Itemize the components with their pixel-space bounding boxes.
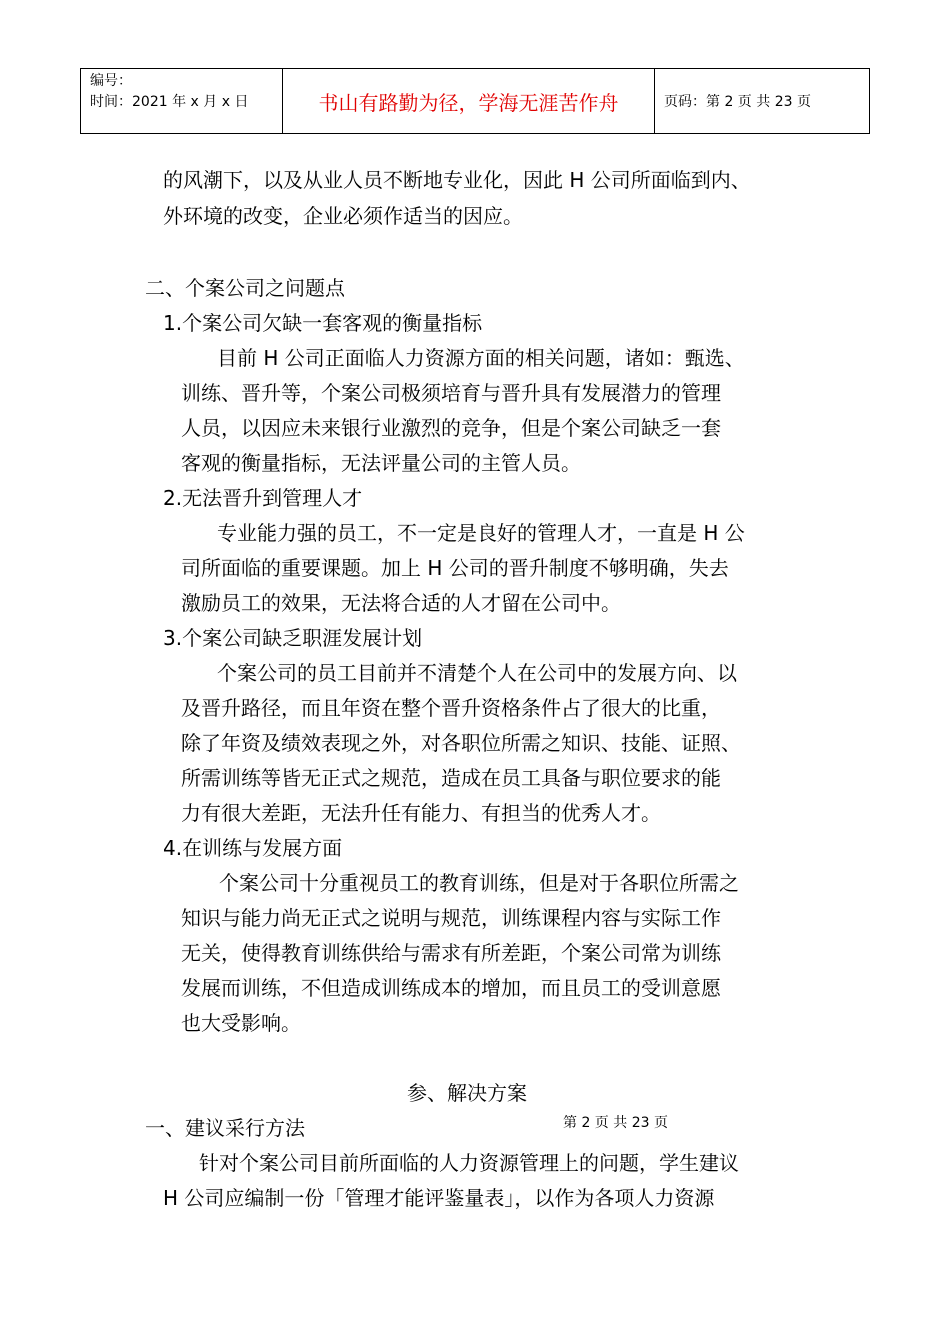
issue2-line: 司所面临的重要课题。加上 H 公司的晋升制度不够明确，失去 bbox=[181, 556, 729, 580]
section2-title: 二、个案公司之问题点 bbox=[145, 276, 345, 300]
page-info: 页码：第 2 页 共 23 页 bbox=[664, 94, 811, 110]
issue4-line: 个案公司十分重视员工的教育训练，但是对于各职位所需之 bbox=[219, 871, 739, 895]
issue4-line: 无关，使得教育训练供给与需求有所差距，个案公司常为训练 bbox=[181, 941, 721, 965]
issue1-line: 训练、晋升等，个案公司极须培育与晋升具有发展潜力的管理 bbox=[181, 381, 721, 405]
intro-line: 的风潮下，以及从业人员不断地专业化，因此 H 公司所面临到内、 bbox=[163, 168, 751, 192]
issue2-line: 激励员工的效果，无法将合适的人才留在公司中。 bbox=[181, 591, 621, 615]
intro-line: 外环境的改变，企业必须作适当的因应。 bbox=[163, 204, 523, 228]
issue3-title: 3.个案公司缺乏职涯发展计划 bbox=[163, 626, 423, 650]
issue3-line: 及晋升路径，而且年资在整个晋升资格条件占了很大的比重， bbox=[181, 696, 721, 720]
issue3-line: 所需训练等皆无正式之规范，造成在员工具备与职位要求的能 bbox=[181, 766, 721, 790]
page-info-cell bbox=[655, 69, 869, 133]
part3-title: 参、解决方案 bbox=[407, 1081, 527, 1105]
issue1-line: 客观的衡量指标，无法评量公司的主管人员。 bbox=[181, 451, 581, 475]
issue1-line: 人员，以因应未来银行业激烈的竞争，但是个案公司缺乏一套 bbox=[181, 416, 721, 440]
issue3-line: 除了年资及绩效表现之外，对各职位所需之知识、技能、证照、 bbox=[181, 731, 741, 755]
time-label: 时间：2021 年 x 月 x 日 bbox=[90, 94, 249, 110]
page-footer: 第 2 页 共 23 页 bbox=[563, 1115, 668, 1131]
header-meta-cell bbox=[81, 69, 283, 133]
issue3-line: 力有很大差距，无法升任有能力、有担当的优秀人才。 bbox=[181, 801, 661, 825]
header-table bbox=[80, 68, 870, 134]
number-label: 编号： bbox=[90, 73, 132, 89]
issue1-line: 目前 H 公司正面临人力资源方面的相关问题，诸如：甄选、 bbox=[217, 346, 745, 370]
issue2-line: 专业能力强的员工，不一定是良好的管理人才，一直是 H 公 bbox=[217, 521, 745, 545]
issue4-title: 4.在训练与发展方面 bbox=[163, 836, 343, 860]
motto-cell bbox=[283, 69, 655, 133]
sub1-title: 一、建议采行方法 bbox=[145, 1116, 305, 1140]
sub1-line: 针对个案公司目前所面临的人力资源管理上的问题，学生建议 bbox=[199, 1151, 739, 1175]
motto-text: 书山有路勤为径，学海无涯苦作舟 bbox=[318, 90, 619, 115]
issue4-line: 发展而训练，不但造成训练成本的增加，而且员工的受训意愿 bbox=[181, 976, 721, 1000]
issue2-title: 2.无法晋升到管理人才 bbox=[163, 486, 363, 510]
sub1-line: H 公司应编制一份「管理才能评鉴量表」，以作为各项人力资源 bbox=[163, 1186, 715, 1210]
issue1-title: 1.个案公司欠缺一套客观的衡量指标 bbox=[163, 311, 483, 335]
issue4-line: 也大受影响。 bbox=[181, 1011, 301, 1035]
issue4-line: 知识与能力尚无正式之说明与规范，训练课程内容与实际工作 bbox=[181, 906, 721, 930]
issue3-line: 个案公司的员工目前并不清楚个人在公司中的发展方向、以 bbox=[217, 661, 737, 685]
